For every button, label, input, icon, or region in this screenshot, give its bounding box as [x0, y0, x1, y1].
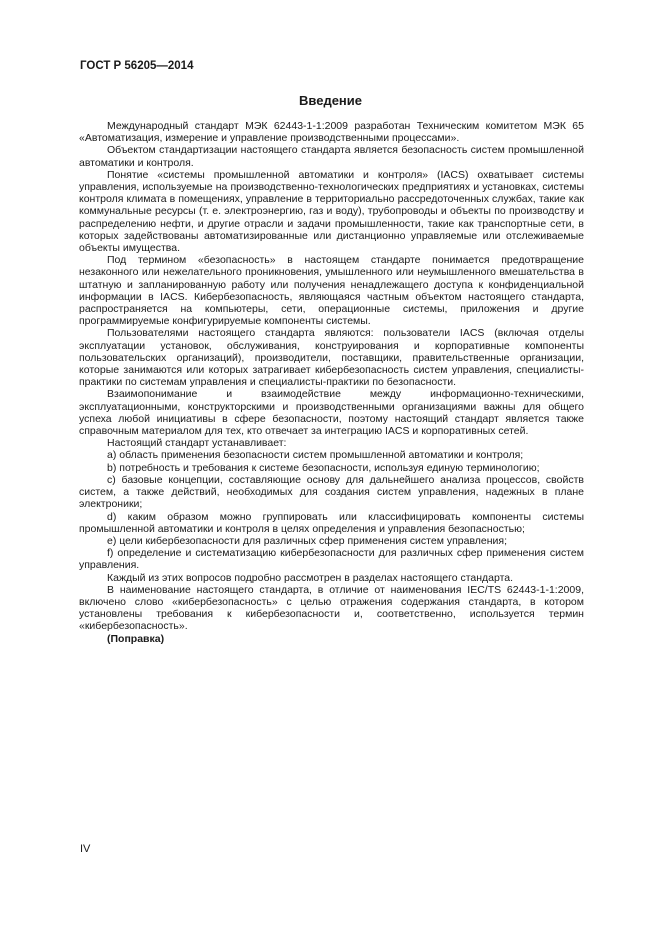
page-number: IV [80, 843, 91, 855]
document-header: ГОСТ Р 56205—2014 [80, 60, 194, 72]
paragraph: Пользователями настоящего стандарта являются: пользователи IACS (включая отделы эксплуатации установок, обслуживания, конструирования и корпоративные компоненты пользовательских организаций), производители, поставщики, правительственные организации, которые занимаются или которых затрагивает кибербезопасность систем управления, специалисты-практики по системам управления и специалисты-практики по безопасности. [79, 327, 584, 389]
amendment-note: (Поправка) [107, 632, 165, 645]
list-item: d) каким образом можно группировать или классифицировать компоненты системы промышленной автоматики и контроля в целях определения и управления безопасностью; [79, 510, 584, 535]
paragraph: Объектом стандартизации настоящего стандарта является безопасность систем промышленной автоматики и контроля. [79, 144, 584, 169]
list-item: e) цели кибербезопасности для различных сфер применения систем управления; [107, 534, 508, 547]
paragraph: Каждый из этих вопросов подробно рассмотрен в разделах настоящего стандарта. [107, 571, 514, 584]
document-body [79, 120, 584, 645]
list-item: a) область применения безопасности систем промышленной автоматики и контроля; [107, 449, 524, 462]
list-item: f) определение и систематизацию кибербезопасности для различных сфер применения систем управления. [79, 547, 584, 572]
paragraph: Под термином «безопасность» в настоящем стандарте понимается предотвращение незаконного или нежелательного проникновения, умышленного или неумышленного вмешательства в штатную и запланированную работу или получения ненадлежащего доступа к конфиденциальной информации в IACS. Кибербезопасность, являющаяся частным объектом настоящего стандарта, распространяется на компьютеры, сети, операционные системы, приложения и другие программируемые конфигурируемые компоненты системы. [79, 254, 584, 328]
paragraph: Международный стандарт МЭК 62443-1-1:2009 разработан Техническим комитетом МЭК 65 «Автоматизация, измерение и управление производственными процессами». [79, 120, 584, 145]
paragraph: Настоящий стандарт устанавливает: [107, 437, 287, 450]
list-item: b) потребность и требования к системе безопасности, используя единую терминологию; [107, 461, 540, 474]
list-item: c) базовые концепции, составляющие основу для дальнейшего анализа процессов, свойств систем, а также действий, необходимых для создания систем управления, надежных в плане электроники; [79, 473, 584, 511]
paragraph: В наименование настоящего стандарта, в отличие от наименования IEC/TS 62443-1-1:2009, включено слово «кибербезопасность» с целью отражения содержания стандарта, в котором установлены требования к кибербезопасности и, соответственно, используется термин «кибербезопасность». [79, 583, 584, 633]
section-title: Введение [299, 93, 362, 108]
paragraph: Взаимопонимание и взаимодействие между информационно-техническими, эксплуатационными, конструкторскими и производственными организациями важны для общего успеха любой инициативы в сфере безопасности, поэтому настоящий стандарт является также справочным материалом для тех, кто отвечает за интеграцию IACS и корпоративных сетей. [79, 388, 584, 438]
paragraph: Понятие «системы промышленной автоматики и контроля» (IACS) охватывает системы управления, используемые на производственно-технологических предприятиях и установках, системы контроля климата в помещениях, управление в территориально рассредоточенных службах, такие как коммунальные ресурсы (т. е. электроэнергию, газ и воду), трубопроводы и объекты по производству и распределению нефти, и другие отрасли и задачи промышленности, такие как транспортные сети, в которых задействованы автоматизированные или дистанционно управляемые или отслеживаемые объекты имущества. [79, 168, 584, 255]
